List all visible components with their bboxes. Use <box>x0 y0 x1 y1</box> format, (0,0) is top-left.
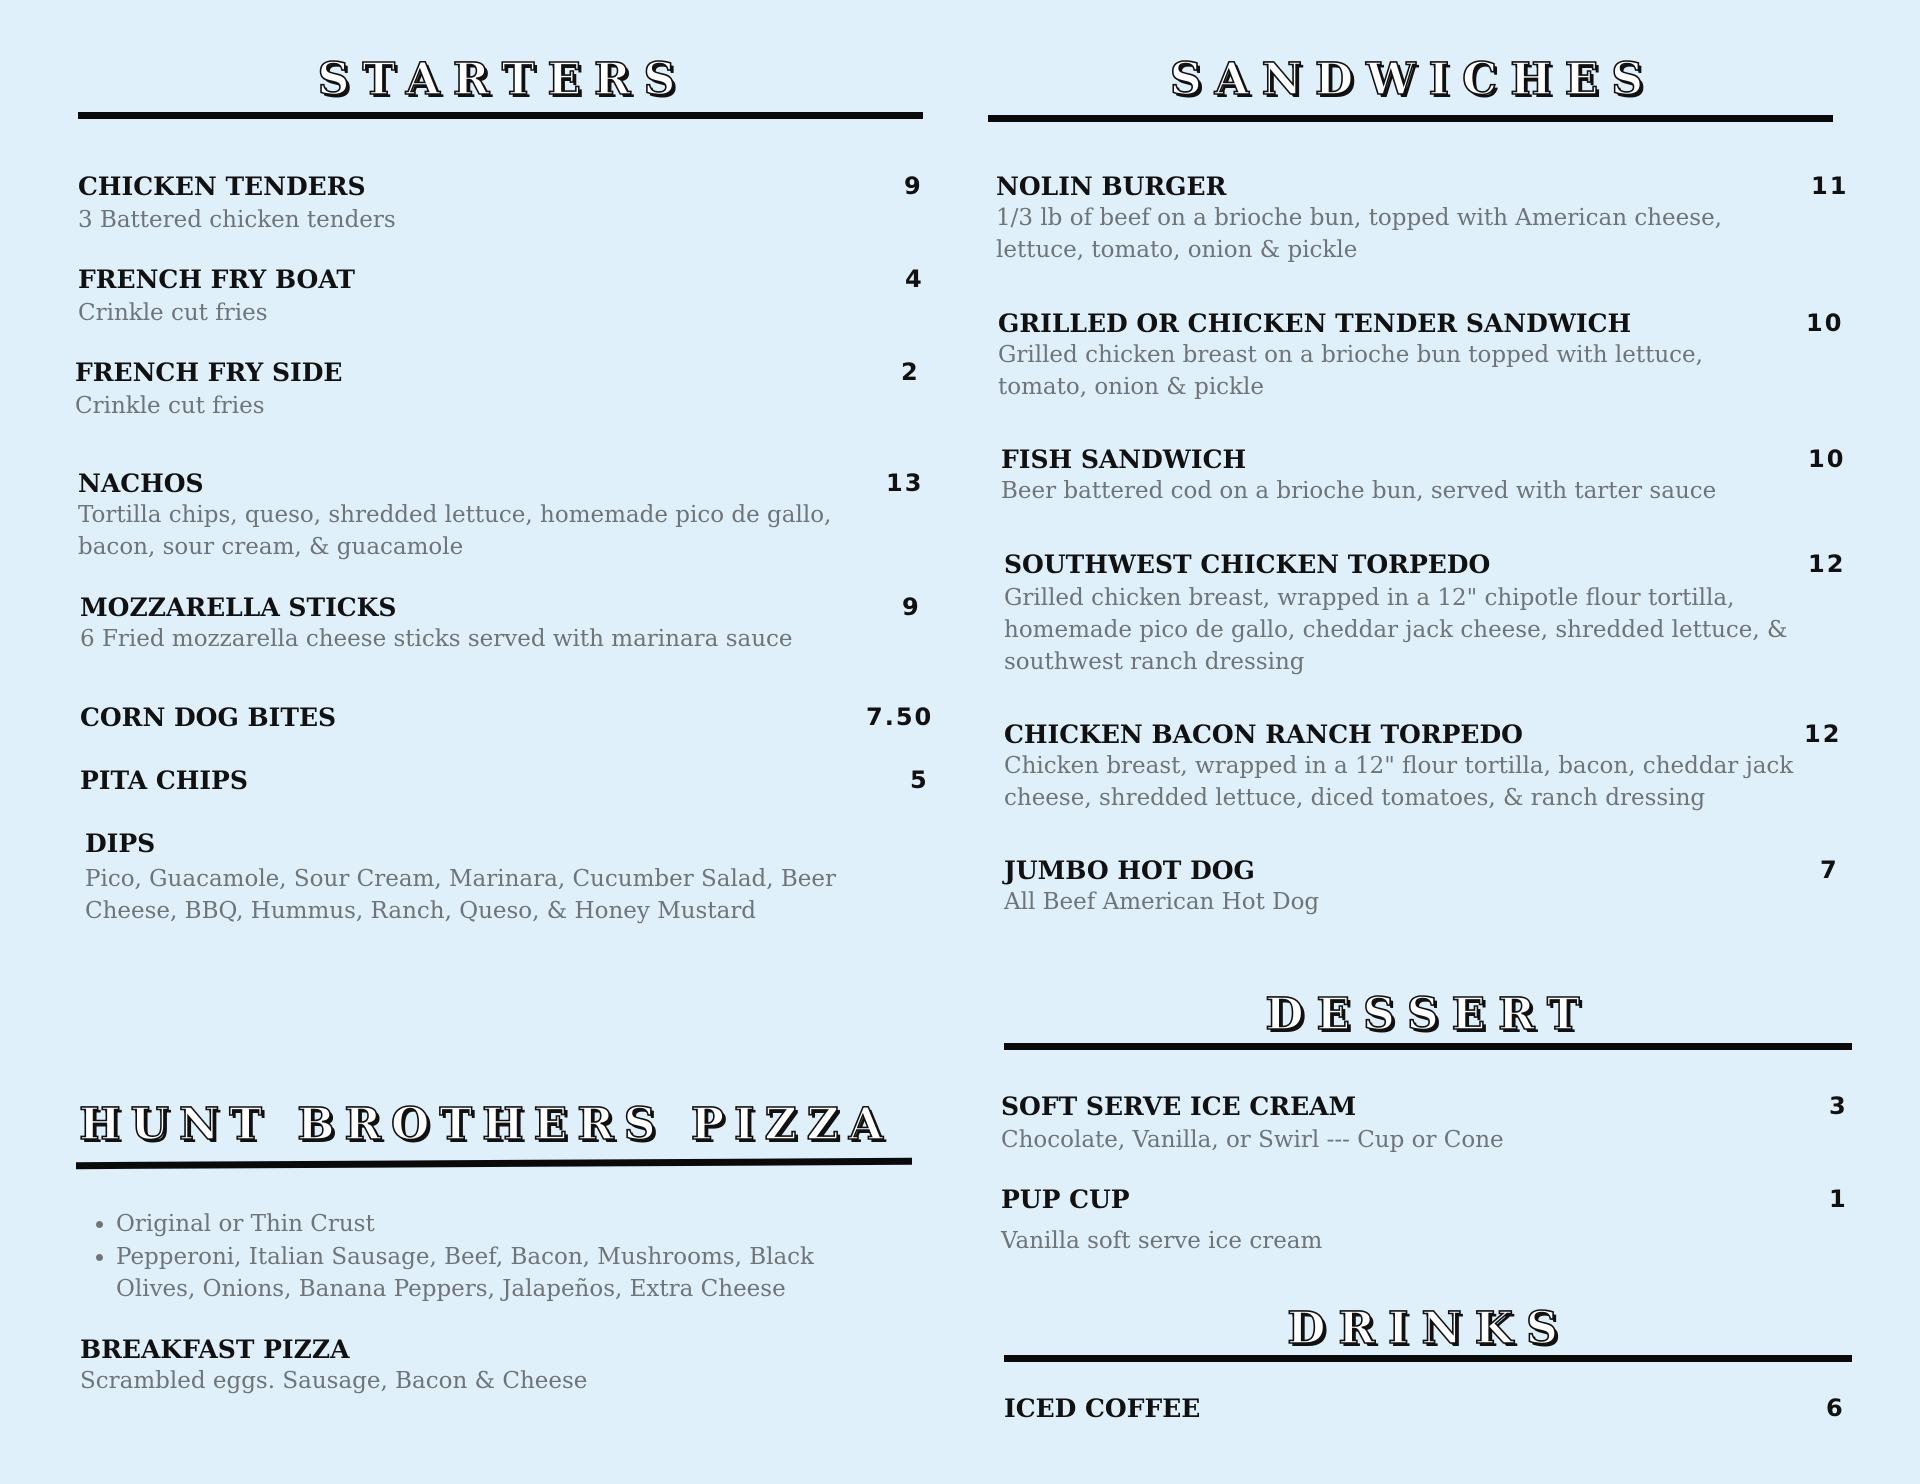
item-price: 2 <box>901 358 920 386</box>
item-name: DIPS <box>85 829 156 858</box>
item-name: PUP CUP <box>1001 1185 1130 1214</box>
item-description: Crinkle cut fries <box>75 393 265 419</box>
item-description: Pico, Guacamole, Sour Cream, Marinara, Cucumber Salad, Beer Cheese, BBQ, Hummus, Ranch, Queso, & Honey Mustard <box>85 866 837 924</box>
pizza-options-list <box>92 1208 876 1306</box>
dessert-divider <box>1004 1043 1852 1050</box>
starters-title: STARTERS <box>317 54 689 105</box>
item-description: Vanilla soft serve ice cream <box>1001 1228 1323 1254</box>
item-price: 10 <box>1808 445 1846 473</box>
pizza-option: • Original or Thin Crust <box>116 1208 876 1240</box>
item-price: 5 <box>910 766 929 794</box>
item-description: Tortilla chips, queso, shredded lettuce, homemade pico de gallo, bacon, sour cream, & guacamole <box>78 502 832 560</box>
item-name: FRENCH FRY SIDE <box>75 358 343 387</box>
sandwiches-title: SANDWICHES <box>1169 54 1657 105</box>
item-description: Chicken breast, wrapped in a 12" flour tortilla, bacon, cheddar jack cheese, shredded lettuce, diced tomatoes, & ranch dressing <box>1004 753 1794 811</box>
item-price: 11 <box>1811 172 1849 200</box>
item-name: JUMBO HOT DOG <box>1004 856 1255 885</box>
item-price: 3 <box>1829 1092 1848 1120</box>
item-description: Chocolate, Vanilla, or Swirl --- Cup or Cone <box>1001 1127 1504 1153</box>
drinks-divider <box>1004 1355 1852 1362</box>
item-name: MOZZARELLA STICKS <box>80 593 397 622</box>
item-price: 7.50 <box>866 703 934 731</box>
item-price: 4 <box>905 265 924 293</box>
item-name: CORN DOG BITES <box>80 703 337 732</box>
item-name: PITA CHIPS <box>80 766 248 795</box>
item-description: Grilled chicken breast, wrapped in a 12" chipotle flour tortilla, homemade pico de gallo, cheddar jack cheese, shredded lettuce, & southwest ranch dressing <box>1004 585 1788 675</box>
item-name: CHICKEN BACON RANCH TORPEDO <box>1004 720 1523 749</box>
item-description: Beer battered cod on a brioche bun, served with tarter sauce <box>1001 478 1717 504</box>
item-description: 1/3 lb of beef on a brioche bun, topped with American cheese, lettuce, tomato, onion & pickle <box>996 205 1722 263</box>
item-description: 6 Fried mozzarella cheese sticks served with marinara sauce <box>80 626 793 652</box>
item-name: FRENCH FRY BOAT <box>78 265 355 294</box>
starters-divider <box>78 112 923 119</box>
item-price: 1 <box>1829 1185 1848 1213</box>
item-price: 10 <box>1806 309 1844 337</box>
item-price: 12 <box>1804 720 1842 748</box>
item-name: NACHOS <box>78 469 204 498</box>
item-description: Crinkle cut fries <box>78 300 268 326</box>
item-price: 13 <box>886 469 924 497</box>
item-description: 3 Battered chicken tenders <box>78 207 396 233</box>
item-name: CHICKEN TENDERS <box>78 172 366 201</box>
item-name: SOUTHWEST CHICKEN TORPEDO <box>1004 550 1491 579</box>
item-description: All Beef American Hot Dog <box>1004 889 1320 915</box>
item-price: 9 <box>902 593 921 621</box>
item-name: ICED COFFEE <box>1004 1394 1201 1423</box>
item-description: Scrambled eggs. Sausage, Bacon & Cheese <box>80 1368 588 1394</box>
item-price: 12 <box>1808 550 1846 578</box>
item-price: 6 <box>1826 1394 1845 1422</box>
item-price: 9 <box>904 172 923 200</box>
dessert-title: DESSERT <box>1265 989 1593 1040</box>
item-name: GRILLED OR CHICKEN TENDER SANDWICH <box>998 309 1632 338</box>
pizza-title: HUNT BROTHERS PIZZA <box>79 1099 893 1150</box>
item-name: BREAKFAST PIZZA <box>80 1335 350 1364</box>
pizza-option: • Pepperoni, Italian Sausage, Beef, Bacon, Mushrooms, Black Olives, Onions, Banana Peppers, Jalapeños, Extra Cheese <box>116 1241 876 1305</box>
sandwiches-divider <box>988 115 1833 122</box>
item-price: 7 <box>1820 856 1839 884</box>
item-name: SOFT SERVE ICE CREAM <box>1001 1092 1357 1121</box>
item-description: Grilled chicken breast on a brioche bun topped with lettuce, tomato, onion & pickle <box>998 342 1703 400</box>
item-name: FISH SANDWICH <box>1001 445 1247 474</box>
drinks-title: DRINKS <box>1287 1303 1571 1354</box>
pizza-divider <box>76 1158 912 1169</box>
item-name: NOLIN BURGER <box>996 172 1227 201</box>
